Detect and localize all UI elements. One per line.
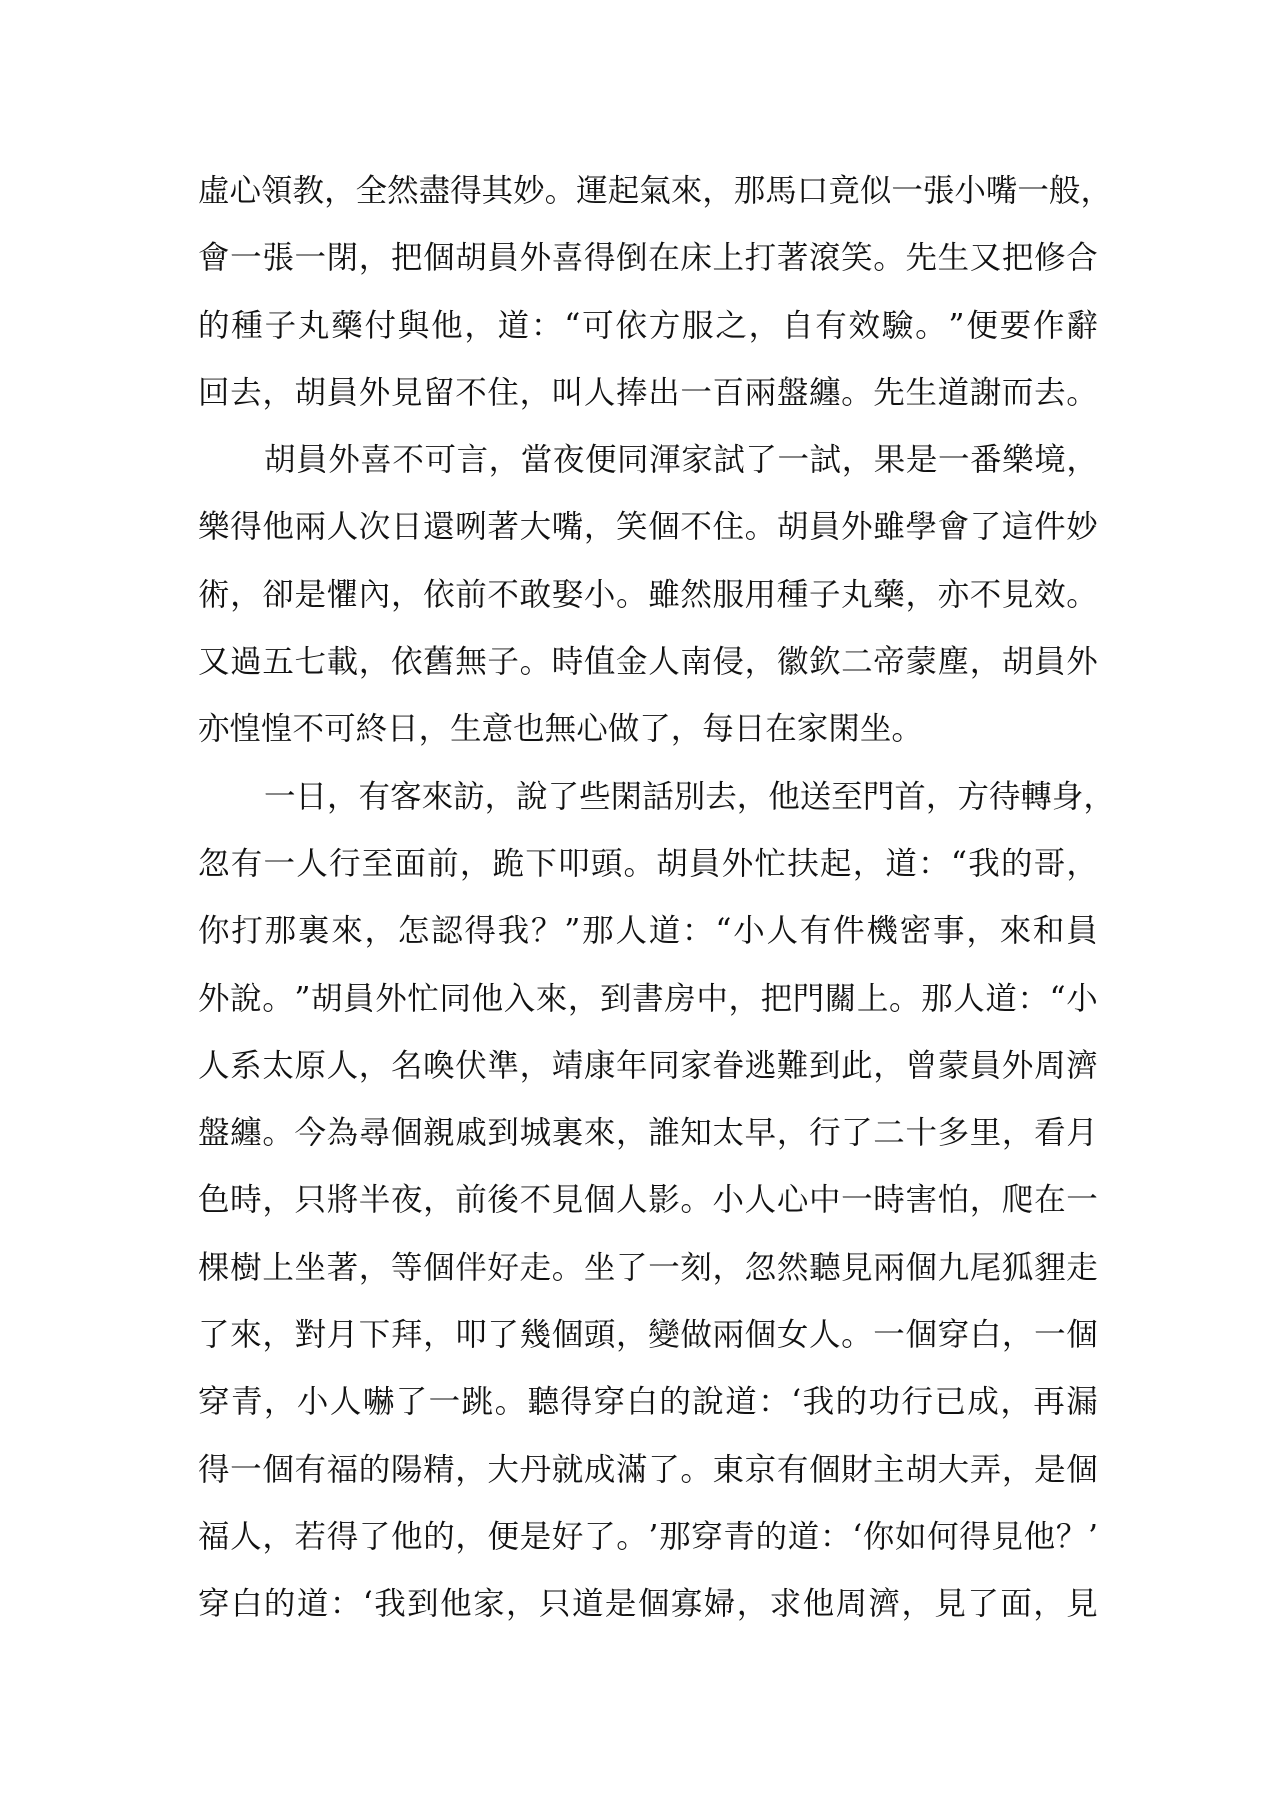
text-line: 亦 惶 惶 不 可 終 日 ， 生 意 也 無 心 做 了 ， 每 日 在 家 閑 坐 。 — [198, 711, 923, 748]
text-line: 忽 有 一 人 行 至 面 前 ， 跪 下 叩 頭 。 胡 員 外 忙 扶 起 ， 道 ： “ 我 的 哥 ， — [198, 845, 1098, 882]
text-line: 的 種 子 丸 藥 付 與 他 ， 道 ： “ 可 依 方 服 之 ， 自 有 效 驗 。 ” 便 要 作 辭 — [198, 307, 1098, 344]
text-line: 胡 員 外 喜 不 可 言 ， 當 夜 便 同 渾 家 試 了 一 試 ， 果 是 一 番 樂 境 ， — [264, 442, 1098, 479]
text-line: 得 一 個 有 福 的 陽 精 ， 大 丹 就 成 滿 了 。 東 京 有 個 財 主 胡 大 弄 ， 是 個 — [198, 1451, 1098, 1488]
text-line: 了 來 ， 對 月 下 拜 ， 叩 了 幾 個 頭 ， 變 做 兩 個 女 人 。 一 個 穿 白 ， 一 個 — [198, 1317, 1098, 1354]
text-line: 棵 樹 上 坐 著 ， 等 個 伴 好 走 。 坐 了 一 刻 ， 忽 然 聽 見 兩 個 九 尾 狐 貍 走 — [198, 1249, 1098, 1286]
text-line: 外 說 。 ” 胡 員 外 忙 同 他 入 來 ， 到 書 房 中 ， 把 門 關 上 。 那 人 道 ： “ 小 — [198, 980, 1098, 1017]
text-line: 穿 白 的 道 ： ‘ 我 到 他 家 ， 只 道 是 個 寡 婦 ， 求 他 周 濟 ， 見 了 面 ， 見 — [198, 1586, 1098, 1623]
text-line: 人 系 太 原 人 ， 名 喚 伏 準 ， 靖 康 年 同 家 眷 逃 難 到 此 ， 曾 蒙 員 外 周 濟 — [198, 1047, 1098, 1084]
text-line: 術 ， 卻 是 懼 內 ， 依 前 不 敢 娶 小 。 雖 然 服 用 種 子 丸 藥 ， 亦 不 見 效 。 — [198, 576, 1098, 613]
text-line: 虛 心 領 教 ， 全 然 盡 得 其 妙 。 運 起 氣 來 ， 那 馬 口 竟 似 一 張 小 嘴 一 般 ， — [198, 173, 1112, 209]
text-line: 會 一 張 一 閉 ， 把 個 胡 員 外 喜 得 倒 在 床 上 打 著 滾 笑 。 先 生 又 把 修 合 — [198, 240, 1098, 277]
document-body — [198, 158, 1115, 1639]
text-line: 你 打 那 裏 來 ， 怎 認 得 我 ？ ” 那 人 道 ： “ 小 人 有 件 機 密 事 ， 來 和 員 — [198, 913, 1098, 950]
text-line: 色 時 ， 只 將 半 夜 ， 前 後 不 見 個 人 影 。 小 人 心 中 一 時 害 怕 ， 爬 在 一 — [198, 1182, 1098, 1219]
text-line: 一 日 ， 有 客 來 訪 ， 說 了 些 閑 話 別 去 ， 他 送 至 門 首 ， 方 待 轉 身 ， — [264, 778, 1115, 815]
text-line: 又 過 五 七 載 ， 依 舊 無 子 。 時 值 金 人 南 侵 ， 徽 欽 二 帝 蒙 塵 ， 胡 員 外 — [198, 644, 1098, 681]
text-line: 回 去 ， 胡 員 外 見 留 不 住 ， 叫 人 捧 出 一 百 兩 盤 纏 。 先 生 道 謝 而 去 。 — [198, 374, 1098, 411]
text-line: 穿 青 ， 小 人 嚇 了 一 跳 。 聽 得 穿 白 的 說 道 ： ‘ 我 的 功 行 已 成 ， 再 漏 — [198, 1384, 1098, 1421]
text-line: 樂 得 他 兩 人 次 日 還 咧 著 大 嘴 ， 笑 個 不 住 。 胡 員 外 雖 學 會 了 這 件 妙 — [198, 509, 1098, 546]
text-line: 盤 纏 。 今 為 尋 個 親 戚 到 城 裏 來 ， 誰 知 太 早 ， 行 了 二 十 多 里 ， 看 月 — [198, 1115, 1098, 1152]
text-line: 福 人 ， 若 得 了 他 的 ， 便 是 好 了 。 ’ 那 穿 青 的 道 ： ‘ 你 如 何 得 見 他 ？ ’ — [198, 1518, 1098, 1555]
